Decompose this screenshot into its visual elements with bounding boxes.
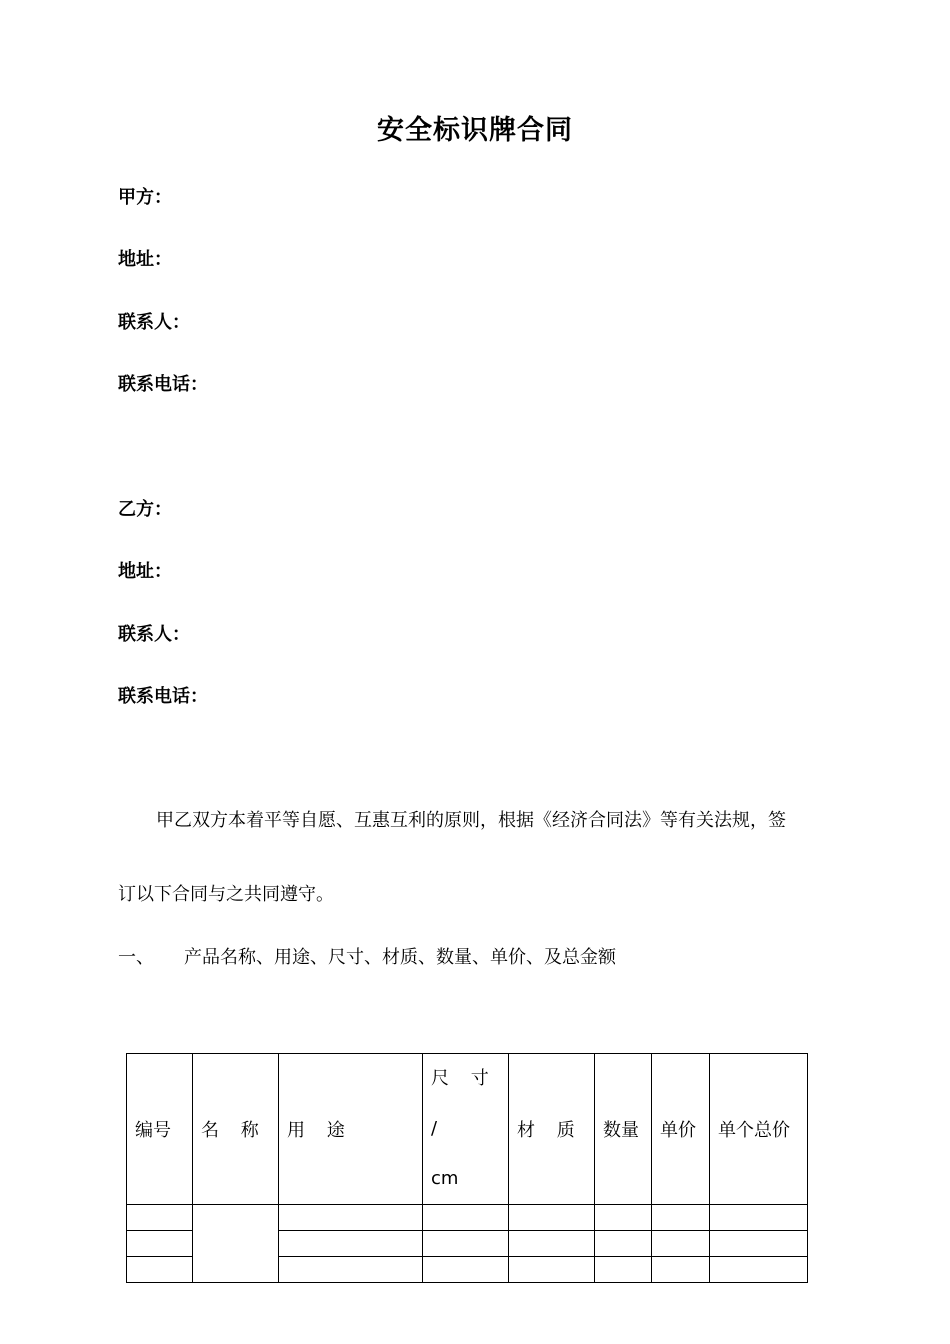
table-cell[interactable] <box>652 1231 710 1257</box>
table-cell[interactable] <box>710 1205 808 1231</box>
party-a-phone: 联系电话： <box>118 374 208 395</box>
table-cell[interactable] <box>279 1231 423 1257</box>
table-cell[interactable] <box>423 1231 509 1257</box>
table-cell[interactable] <box>423 1205 509 1231</box>
table-row <box>127 1205 808 1231</box>
table-cell-name-merged[interactable] <box>193 1205 279 1283</box>
header-size <box>423 1054 509 1205</box>
table-cell[interactable] <box>127 1257 193 1283</box>
table-cell[interactable] <box>652 1205 710 1231</box>
header-total: 单个总价 <box>710 1054 808 1205</box>
intro-line-2: 订以下合同与之共同遵守。 <box>118 884 334 905</box>
header-id: 编号 <box>127 1054 193 1205</box>
party-b-label: 乙方： <box>118 499 172 520</box>
table-cell[interactable] <box>710 1231 808 1257</box>
party-b-contact: 联系人： <box>118 624 190 645</box>
header-use: 用 途 <box>279 1054 423 1205</box>
table-cell[interactable] <box>595 1257 652 1283</box>
table-cell[interactable] <box>652 1257 710 1283</box>
table-cell[interactable] <box>423 1257 509 1283</box>
table-cell[interactable] <box>279 1205 423 1231</box>
header-material: 材 质 <box>509 1054 595 1205</box>
header-size-line-1: 尺 寸 / <box>431 1068 497 1139</box>
table-cell[interactable] <box>509 1231 595 1257</box>
section-1-heading: 产品名称、用途、尺寸、材质、数量、单价、及总金额 <box>184 947 616 968</box>
document-title: 安全标识牌合同 <box>377 115 573 146</box>
table-cell[interactable] <box>127 1231 193 1257</box>
party-a-address: 地址： <box>118 249 172 270</box>
header-size-line-2: cm <box>431 1168 459 1189</box>
party-b-address: 地址： <box>118 561 172 582</box>
table-cell[interactable] <box>509 1257 595 1283</box>
table-cell[interactable] <box>595 1205 652 1231</box>
table-cell[interactable] <box>127 1205 193 1231</box>
section-1-number: 一、 <box>118 947 154 968</box>
table-header-row <box>127 1054 808 1205</box>
header-name: 名 称 <box>193 1054 279 1205</box>
table-cell[interactable] <box>710 1257 808 1283</box>
table-cell[interactable] <box>595 1231 652 1257</box>
header-unit-price: 单价 <box>652 1054 710 1205</box>
party-a-contact: 联系人： <box>118 312 190 333</box>
header-qty: 数量 <box>595 1054 652 1205</box>
party-b-phone: 联系电话： <box>118 686 208 707</box>
intro-line-1: 甲乙双方本着平等自愿、互惠互利的原则，根据《经济合同法》等有关法规，签 <box>156 810 786 831</box>
table-cell[interactable] <box>279 1257 423 1283</box>
party-a-label: 甲方： <box>118 187 172 208</box>
table-cell[interactable] <box>509 1205 595 1231</box>
product-table <box>126 1053 808 1283</box>
